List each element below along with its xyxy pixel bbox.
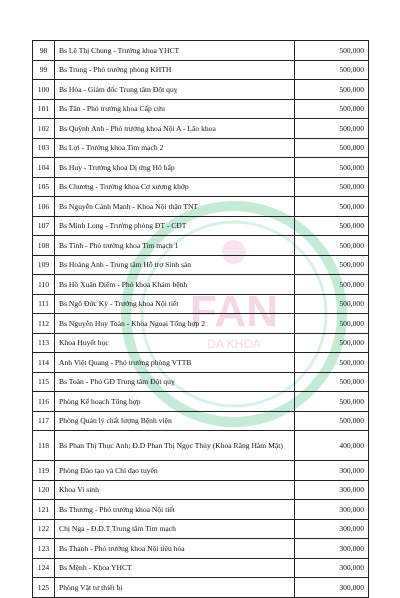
row-amount: 500,000 (295, 372, 369, 392)
table-row (33, 60, 369, 80)
row-description: Bs Thương - Phó trưởng khoa Nội tiết (55, 500, 295, 520)
row-amount: 300,000 (295, 500, 369, 520)
row-amount: 300,000 (295, 558, 369, 578)
row-amount: 500,000 (295, 158, 369, 178)
row-number: 123 (33, 539, 55, 559)
table-row (33, 99, 369, 119)
table-row (33, 558, 369, 578)
row-description: Phòng Quản lý chất lượng Bệnh viện (55, 411, 295, 431)
watermark-subtext: DA KHOA (207, 337, 261, 351)
row-number: 100 (33, 80, 55, 100)
row-description: Bs Hồ Xuân Điểm - Phó khoa Khám bệnh (55, 275, 295, 295)
row-number: 106 (33, 197, 55, 217)
table-row (33, 314, 369, 334)
row-amount: 300,000 (295, 539, 369, 559)
table-row (33, 539, 369, 559)
table-row (33, 197, 369, 217)
table-row (33, 500, 369, 520)
row-number: 101 (33, 99, 55, 119)
row-number: 110 (33, 275, 55, 295)
table-row (33, 461, 369, 481)
row-amount: 500,000 (295, 119, 369, 139)
row-number: 99 (33, 60, 55, 80)
row-amount: 500,000 (295, 255, 369, 275)
donation-table (32, 40, 369, 598)
row-number: 119 (33, 461, 55, 481)
row-description: Bs Quỳnh Anh - Phó trưởng khoa Nội A - Lão khoa (55, 119, 295, 139)
row-amount: 500,000 (295, 216, 369, 236)
row-description: Bs Ngô Đức Kỳ - Trưởng khoa Nội tiết (55, 294, 295, 314)
row-amount: 500,000 (295, 294, 369, 314)
table-row (33, 392, 369, 412)
row-description: Bs Tân - Phó trưởng khoa Cấp cứu (55, 99, 295, 119)
row-amount: 500,000 (295, 236, 369, 256)
table-row (33, 177, 369, 197)
row-description: Phòng Kế hoạch Tổng hợp (55, 392, 295, 412)
table-row (33, 41, 369, 61)
row-amount: 500,000 (295, 314, 369, 334)
table-body (33, 41, 369, 598)
table-row (33, 353, 369, 373)
row-description: Bs Nguyễn Huy Toàn - Khoa Ngoại Tổng hợp 2 (55, 314, 295, 334)
row-number: 112 (33, 314, 55, 334)
row-description: Bs Thanh - Phó trưởng khoa Nội tiêu hóa (55, 539, 295, 559)
table-row (33, 431, 369, 461)
row-description: Bs Toàn - Phó GĐ Trung tâm Đột quỵ (55, 372, 295, 392)
row-number: 103 (33, 138, 55, 158)
table-row (33, 372, 369, 392)
row-description: Bs Hoàng Anh - Trung tâm Hỗ trợ Sinh sản (55, 255, 295, 275)
table-row (33, 333, 369, 353)
row-description: Khoa Vi sinh (55, 480, 295, 500)
row-description: Bs Mệnh - Khoa YHCT (55, 558, 295, 578)
row-number: 113 (33, 333, 55, 353)
row-description: Phòng Vật tư thiết bị (55, 578, 295, 598)
table-row (33, 294, 369, 314)
table-row (33, 80, 369, 100)
watermark-text: FAN (190, 287, 278, 336)
row-amount: 300,000 (295, 461, 369, 481)
row-number: 125 (33, 578, 55, 598)
table-row (33, 255, 369, 275)
row-amount: 300,000 (295, 480, 369, 500)
row-amount: 500,000 (295, 197, 369, 217)
row-amount: 500,000 (295, 275, 369, 295)
row-number: 111 (33, 294, 55, 314)
table-row (33, 236, 369, 256)
row-description: Bs Hòa - Giám đốc Trung tâm Đột quỵ (55, 80, 295, 100)
row-number: 109 (33, 255, 55, 275)
row-number: 114 (33, 353, 55, 373)
row-amount: 400,000 (295, 431, 369, 461)
row-number: 104 (33, 158, 55, 178)
table-row (33, 275, 369, 295)
row-amount: 300,000 (295, 578, 369, 598)
row-number: 122 (33, 519, 55, 539)
row-amount: 500,000 (295, 411, 369, 431)
row-amount: 500,000 (295, 80, 369, 100)
row-number: 107 (33, 216, 55, 236)
row-description: Khoa Huyết học (55, 333, 295, 353)
row-number: 121 (33, 500, 55, 520)
row-description: Bs Tình - Phó trưởng khoa Tim mạch 1 (55, 236, 295, 256)
row-number: 124 (33, 558, 55, 578)
row-number: 108 (33, 236, 55, 256)
row-amount: 500,000 (295, 392, 369, 412)
row-description: Bs Nguyễn Cảnh Mạnh - Khoa Nội thận TNT (55, 197, 295, 217)
row-amount: 500,000 (295, 60, 369, 80)
row-description: Anh Việt Quang - Phó trưởng phòng VTTB (55, 353, 295, 373)
row-amount: 500,000 (295, 138, 369, 158)
row-amount: 500,000 (295, 177, 369, 197)
table-row (33, 216, 369, 236)
row-description: Bs Phan Thị Thục Anh; Đ.D Phan Thị Ngọc Thủy (Khoa Răng Hàm Mặt) (55, 431, 295, 461)
table-row (33, 411, 369, 431)
table-row (33, 519, 369, 539)
row-number: 116 (33, 392, 55, 412)
table-row (33, 578, 369, 598)
row-number: 120 (33, 480, 55, 500)
row-amount: 500,000 (295, 99, 369, 119)
row-description: Bs Lê Thị Chung - Trưởng khoa YHCT (55, 41, 295, 61)
row-number: 98 (33, 41, 55, 61)
row-number: 102 (33, 119, 55, 139)
row-description: Phòng Đào tạo và Chỉ đạo tuyến (55, 461, 295, 481)
row-description: Bs Lợi - Trưởng khoa Tim mạch 2 (55, 138, 295, 158)
row-number: 117 (33, 411, 55, 431)
table-row (33, 119, 369, 139)
row-description: Bs Huy - Trưởng khoa Dị ứng Hô hấp (55, 158, 295, 178)
row-amount: 500,000 (295, 353, 369, 373)
table-row (33, 158, 369, 178)
row-amount: 500,000 (295, 41, 369, 61)
row-description: Chị Nga - Đ.D.T Trung tâm Tim mạch (55, 519, 295, 539)
row-description: Bs Minh Long - Trưởng phòng ĐT - CĐT (55, 216, 295, 236)
table-row (33, 480, 369, 500)
row-amount: 500,000 (295, 333, 369, 353)
table-row (33, 138, 369, 158)
row-number: 118 (33, 431, 55, 461)
row-description: Bs Chương - Trưởng khoa Cơ xương khớp (55, 177, 295, 197)
row-number: 105 (33, 177, 55, 197)
row-number: 115 (33, 372, 55, 392)
row-description: Bs Trung - Phó trưởng phòng KHTH (55, 60, 295, 80)
row-amount: 300,000 (295, 519, 369, 539)
